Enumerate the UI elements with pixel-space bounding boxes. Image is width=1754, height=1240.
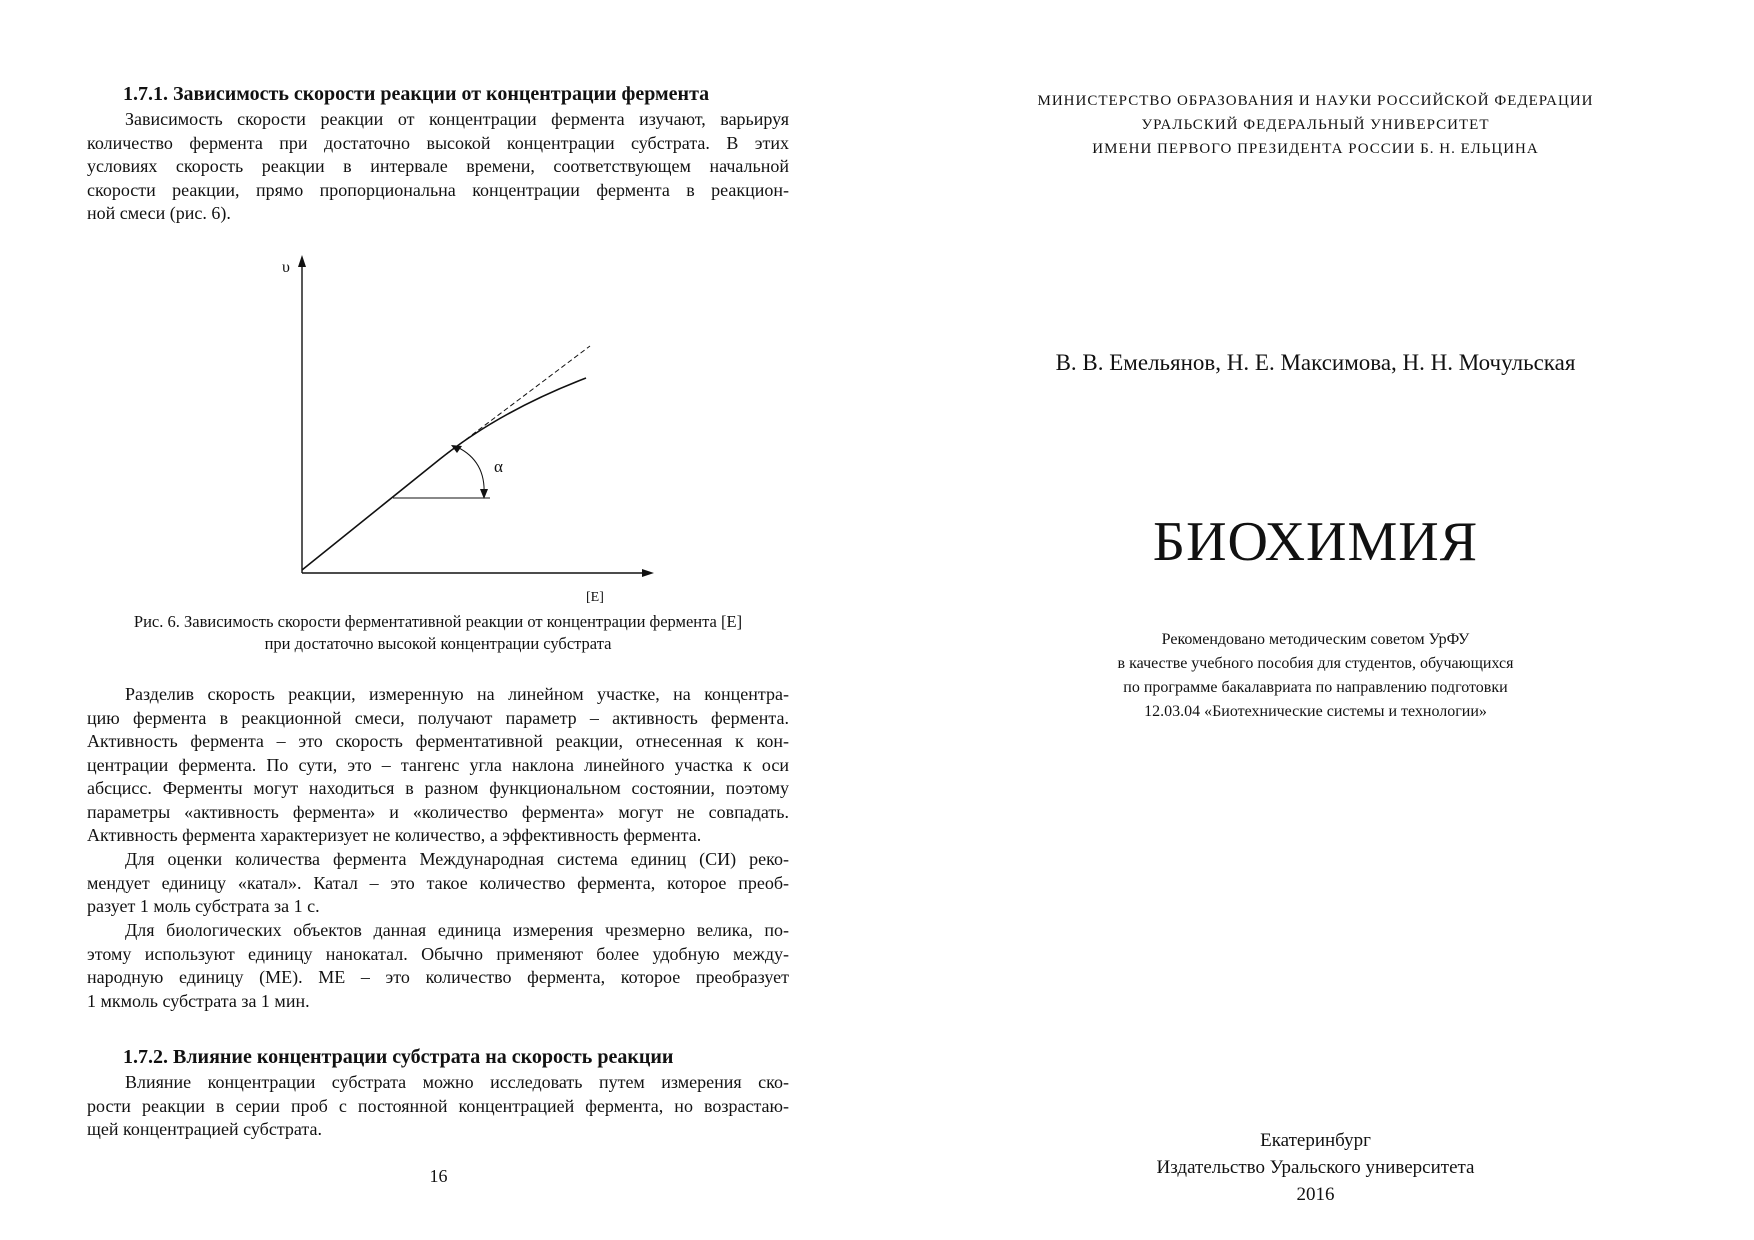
paragraph-line: скорости реакции, прямо пропорциональна концентрации фермента в реакцион-	[87, 179, 789, 200]
paragraph-line: Разделив скорость реакции, измеренную на линейном участке, на концентра-	[125, 684, 789, 704]
page-number: 16	[429, 1166, 448, 1186]
paragraph-line: мендует единицу «катал». Катал – это такое количество фермента, которое преоб-	[87, 872, 789, 893]
paragraph-line: центрации фермента. По сути, это – тангенс угла наклона линейного участка к оси	[87, 754, 789, 775]
katal-paragraph	[87, 848, 789, 919]
angle-label: α	[494, 457, 503, 476]
publisher-city: Екатеринбург	[1260, 1130, 1371, 1151]
university-line: УРАЛЬСКИЙ ФЕДЕРАЛЬНЫЙ УНИВЕРСИТЕТ	[1141, 117, 1490, 133]
paragraph-line: ной смеси (рис. 6).	[87, 203, 231, 223]
y-axis-arrow	[298, 255, 306, 267]
publication-year: 2016	[1296, 1184, 1335, 1205]
paragraph-line: условиях скорость реакции в интервале времени, соответствующем начальной	[87, 156, 789, 176]
recommendation-line: Рекомендовано методическим советом УрФУ	[1161, 631, 1470, 648]
paragraph-line: этому используют единицу нанокатал. Обычно применяют более удобную между-	[87, 943, 789, 964]
paragraph-line: Для биологических объектов данная единица измерения чрезмерно велика, по-	[125, 920, 789, 940]
figure-caption	[87, 611, 789, 655]
caption-line: при достаточно высокой концентрации субстрата	[264, 634, 612, 653]
paragraph-line: Для оценки количества фермента Международная система единиц (СИ) реко-	[125, 849, 789, 869]
paragraph-line: щей концентрацией субстрата.	[87, 1119, 323, 1139]
book-title: БИОХИМИЯ	[1152, 511, 1479, 573]
units-paragraph	[87, 919, 789, 1013]
section-1-7-1-paragraph	[87, 108, 789, 226]
publisher-name: Издательство Уральского университета	[1156, 1157, 1475, 1178]
paragraph-line: рости реакции в серии проб с постоянной концентрацией фермента, но возрастаю-	[87, 1095, 789, 1116]
paragraph-line: Зависимость скорости реакции от концентрации фермента изучают, варьируя	[125, 109, 789, 129]
caption-line: Рис. 6. Зависимость скорости ферментативной реакции от концентрации фермента [E]	[133, 612, 743, 631]
book-authors: В. В. Емельянов, Н. Е. Максимова, Н. Н. Мочульская	[1055, 350, 1576, 375]
recommendation-line: в качестве учебного пособия для студентов, обучающихся	[1117, 655, 1514, 672]
recommendation-line: по программе бакалавриата по направлению подготовки	[1123, 679, 1508, 696]
y-axis-label: υ	[282, 259, 290, 276]
section-1-7-1-heading: 1.7.1. Зависимость скорости реакции от концентрации фермента	[123, 83, 710, 105]
section-1-7-2-heading: 1.7.2. Влияние концентрации субстрата на скорость реакции	[123, 1046, 674, 1068]
recommendation-line: 12.03.04 «Биотехнические системы и технологии»	[1144, 703, 1487, 720]
paragraph-line: цию фермента в реакционной смеси, получают параметр – активность фермента.	[87, 707, 789, 728]
paragraph-line: разует 1 моль субстрата за 1 с.	[87, 896, 320, 916]
paragraph-line: Активность фермента – это скорость ферментативной реакции, отнесенная к кон-	[87, 731, 789, 751]
paragraph-line: 1 мкмоль субстрата за 1 мин.	[87, 990, 310, 1011]
angle-arc	[457, 447, 484, 495]
paragraph-line: Влияние концентрации субстрата можно исследовать путем измерения ско-	[125, 1072, 789, 1092]
right-title-page	[877, 0, 1754, 1240]
ministry-line: МИНИСТЕРСТВО ОБРАЗОВАНИЯ И НАУКИ РОССИЙСКОЙ ФЕДЕРАЦИИ	[1037, 93, 1594, 109]
rate-curve	[302, 378, 586, 570]
section-1-7-2-paragraph	[87, 1071, 789, 1142]
tangent-dashed-line	[440, 346, 590, 459]
university-name-line: ИМЕНИ ПЕРВОГО ПРЕЗИДЕНТА РОССИИ Б. Н. ЕЛЬЦИНА	[1092, 141, 1539, 157]
x-axis-arrow	[642, 569, 654, 577]
paragraph-line: народную единицу (МЕ). МЕ – это количество фермента, которое преобразует	[87, 967, 789, 987]
paragraph-line: абсцисс. Ферменты могут находиться в разном функциональном состоянии, поэтому	[87, 778, 789, 798]
paragraph-line: параметры «активность фермента» и «количество фермента» могут не совпадать.	[87, 801, 789, 822]
activity-paragraph	[87, 683, 789, 848]
paragraph-line: количество фермента при достаточно высокой концентрации субстрата. В этих	[87, 132, 789, 153]
paragraph-line: Активность фермента характеризует не количество, а эффективность фермента.	[87, 825, 702, 845]
x-axis-label: [E]	[586, 590, 604, 605]
figure-6-enzyme-rate-diagram	[250, 255, 670, 610]
